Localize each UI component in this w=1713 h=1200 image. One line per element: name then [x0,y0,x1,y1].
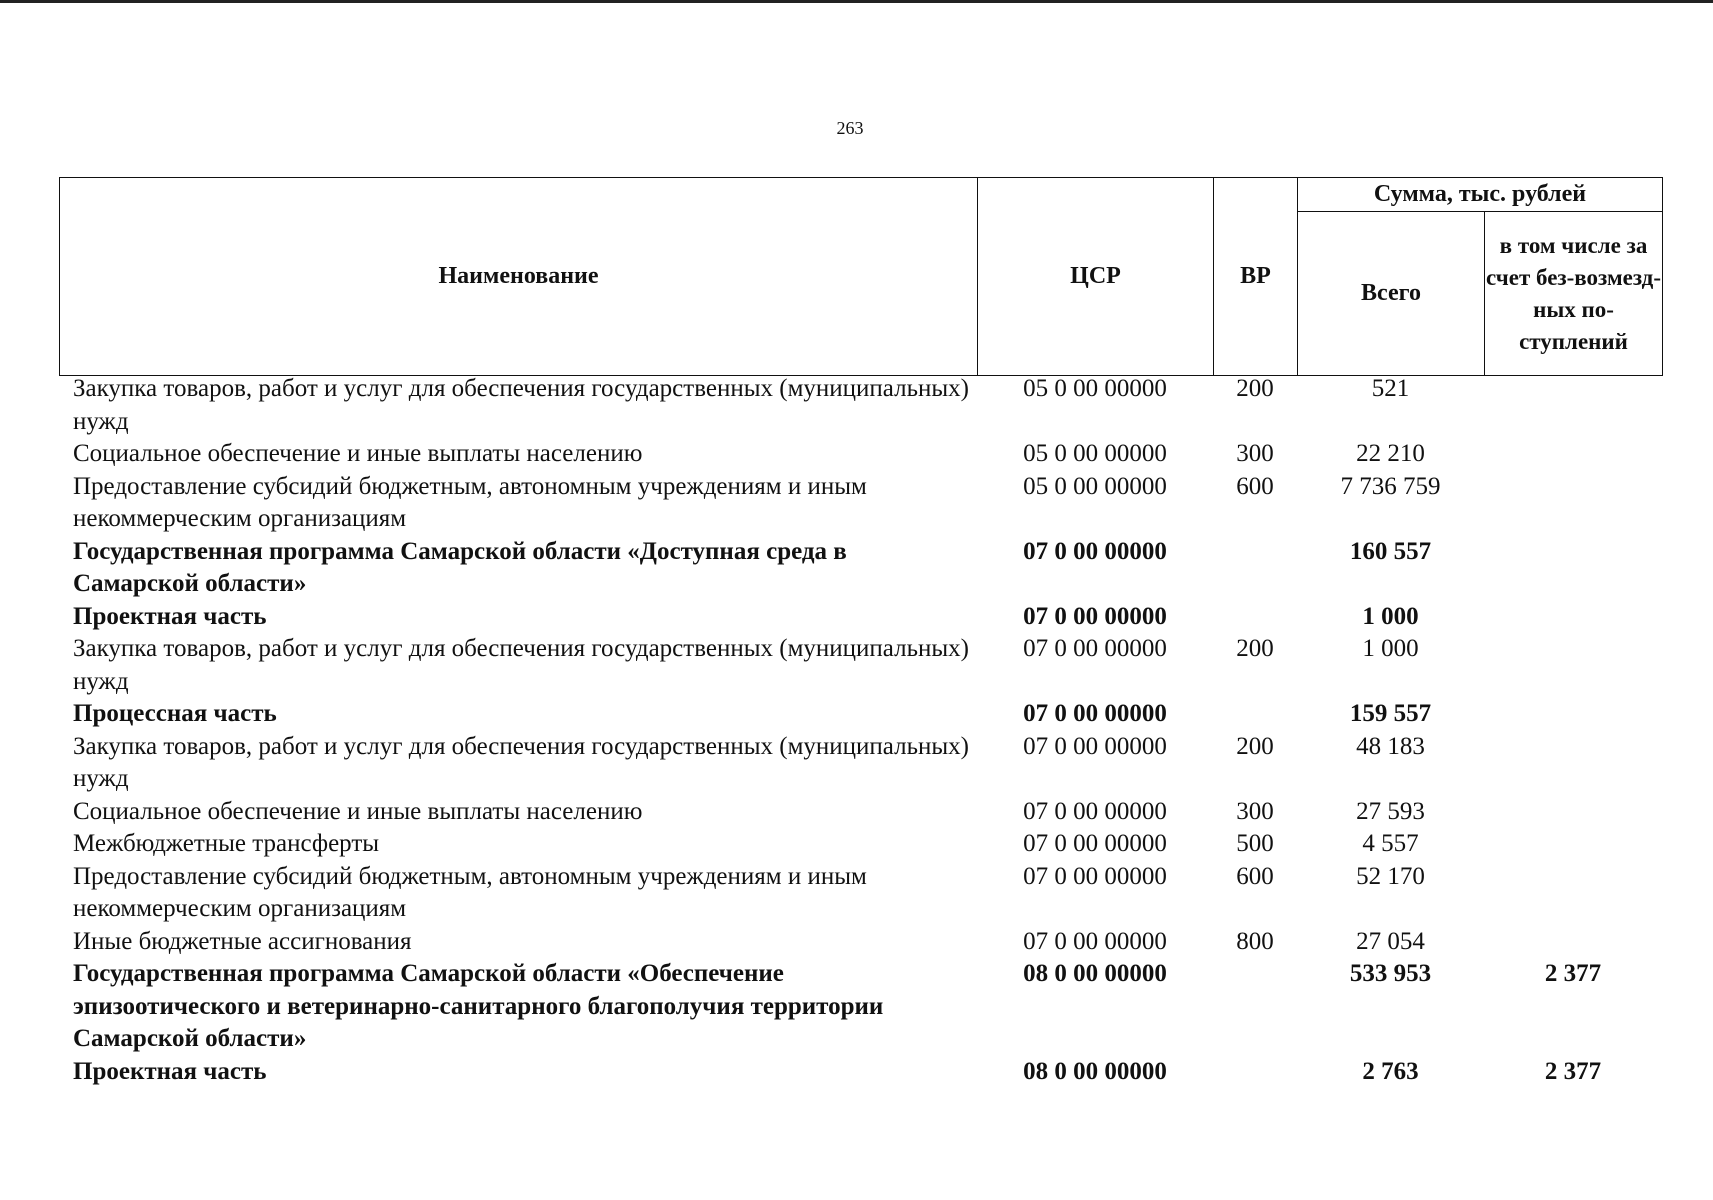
row-total: 27 054 [1356,927,1425,955]
header-total: Всего [1298,212,1485,376]
row-vr: 500 [1236,830,1274,857]
row-name: Иные бюджетные ассигнования [73,927,412,955]
row-total: 48 183 [1356,732,1425,760]
row-csr: 07 0 00 00000 [1023,862,1167,890]
row-vr: 600 [1236,472,1274,500]
row-csr: 07 0 00 00000 [1023,732,1167,760]
row-total: 521 [1371,375,1410,402]
row-name: Государственная программа Самарской области «Обеспечение эпизоотического и ветеринарно-санитарного благополучия территории Самарской области» [73,960,884,1052]
row-name: Предоставление субсидий бюджетным, автономным учреждениям и иным некоммерческим организациям [73,862,867,922]
row-total: 22 210 [1356,440,1425,467]
row-name: Закупка товаров, работ и услуг для обеспечения государственных (муниципальных) нужд [73,375,969,435]
row-free [1484,471,1662,536]
table-row [59,698,1662,731]
row-csr: 07 0 00 00000 [1023,537,1167,565]
row-free [1484,536,1662,601]
row-vr [1213,958,1297,1056]
row-total: 1 000 [1362,602,1419,630]
row-csr: 07 0 00 00000 [1023,927,1167,955]
row-free [1484,438,1662,471]
row-vr [1213,601,1297,634]
row-csr: 08 0 00 00000 [1023,1057,1167,1085]
row-csr: 07 0 00 00000 [1023,797,1167,825]
row-name: Процессная часть [73,700,277,727]
row-csr: 08 0 00 00000 [1023,960,1167,987]
row-vr [1213,536,1297,601]
row-csr: 07 0 00 00000 [1023,830,1167,857]
table-row [59,861,1662,926]
table-row [59,633,1662,698]
row-csr: 05 0 00 00000 [1023,472,1167,500]
row-free [1484,601,1662,634]
header-name: Наименование [60,178,978,376]
row-vr: 300 [1236,440,1274,467]
table-row [59,926,1662,959]
row-vr: 800 [1236,927,1274,955]
header-free: в том числе за счет без-возмезд-ных по-ступлений [1485,212,1663,376]
header-csr: ЦСР [978,178,1214,376]
table-row [59,373,1662,438]
table-row [59,958,1662,1056]
row-free [1484,796,1662,829]
budget-table [59,373,1662,1088]
row-total: 1 000 [1362,635,1419,662]
row-name: Социальное обеспечение и иные выплаты населению [73,440,643,467]
row-csr: 07 0 00 00000 [1023,635,1167,662]
row-name: Закупка товаров, работ и услуг для обеспечения государственных (муниципальных) нужд [73,635,969,695]
header-vr: ВР [1214,178,1298,376]
row-free [1484,731,1662,796]
table-row [59,471,1662,536]
row-free [1484,698,1662,731]
page-number: 263 [836,118,864,138]
row-free [1484,828,1662,861]
row-total: 4 557 [1362,830,1419,857]
row-total: 27 593 [1356,797,1425,825]
header-sum-group: Сумма, тыс. рублей [1298,178,1663,212]
row-total: 7 736 759 [1340,472,1441,500]
row-vr: 200 [1236,375,1274,402]
row-vr [1213,698,1297,731]
row-vr: 600 [1236,862,1274,890]
row-free [1484,633,1662,698]
row-vr: 200 [1236,635,1274,662]
row-vr: 300 [1236,797,1274,825]
row-total: 52 170 [1356,862,1425,890]
row-free [1484,926,1662,959]
row-free: 2 377 [1544,960,1602,987]
table-row [59,796,1662,829]
row-name: Социальное обеспечение и иные выплаты населению [73,797,643,825]
row-name: Проектная часть [73,1057,267,1085]
table-row [59,601,1662,634]
table-row [59,1056,1662,1089]
row-free: 2 377 [1544,1057,1602,1085]
table-row [59,536,1662,601]
table-row [59,438,1662,471]
row-name: Государственная программа Самарской области «Доступная среда в Самарской области» [73,537,847,597]
row-total: 2 763 [1362,1057,1419,1085]
row-vr [1213,1056,1297,1089]
table-row [59,731,1662,796]
row-name: Закупка товаров, работ и услуг для обеспечения государственных (муниципальных) нужд [73,732,969,792]
row-csr: 07 0 00 00000 [1023,700,1167,727]
row-vr: 200 [1236,732,1274,760]
row-csr: 05 0 00 00000 [1023,375,1167,402]
page-top-rule [0,0,1713,3]
row-csr: 07 0 00 00000 [1023,602,1167,630]
row-free [1484,373,1662,438]
table-row [59,828,1662,861]
row-total: 159 557 [1349,700,1432,727]
row-total: 533 953 [1349,960,1432,987]
row-free [1484,861,1662,926]
row-csr: 05 0 00 00000 [1023,440,1167,467]
row-total: 160 557 [1349,537,1432,565]
table-header [59,177,1663,376]
row-name: Проектная часть [73,602,267,630]
row-name: Межбюджетные трансферты [73,830,380,857]
row-name: Предоставление субсидий бюджетным, автономным учреждениям и иным некоммерческим организациям [73,472,867,532]
